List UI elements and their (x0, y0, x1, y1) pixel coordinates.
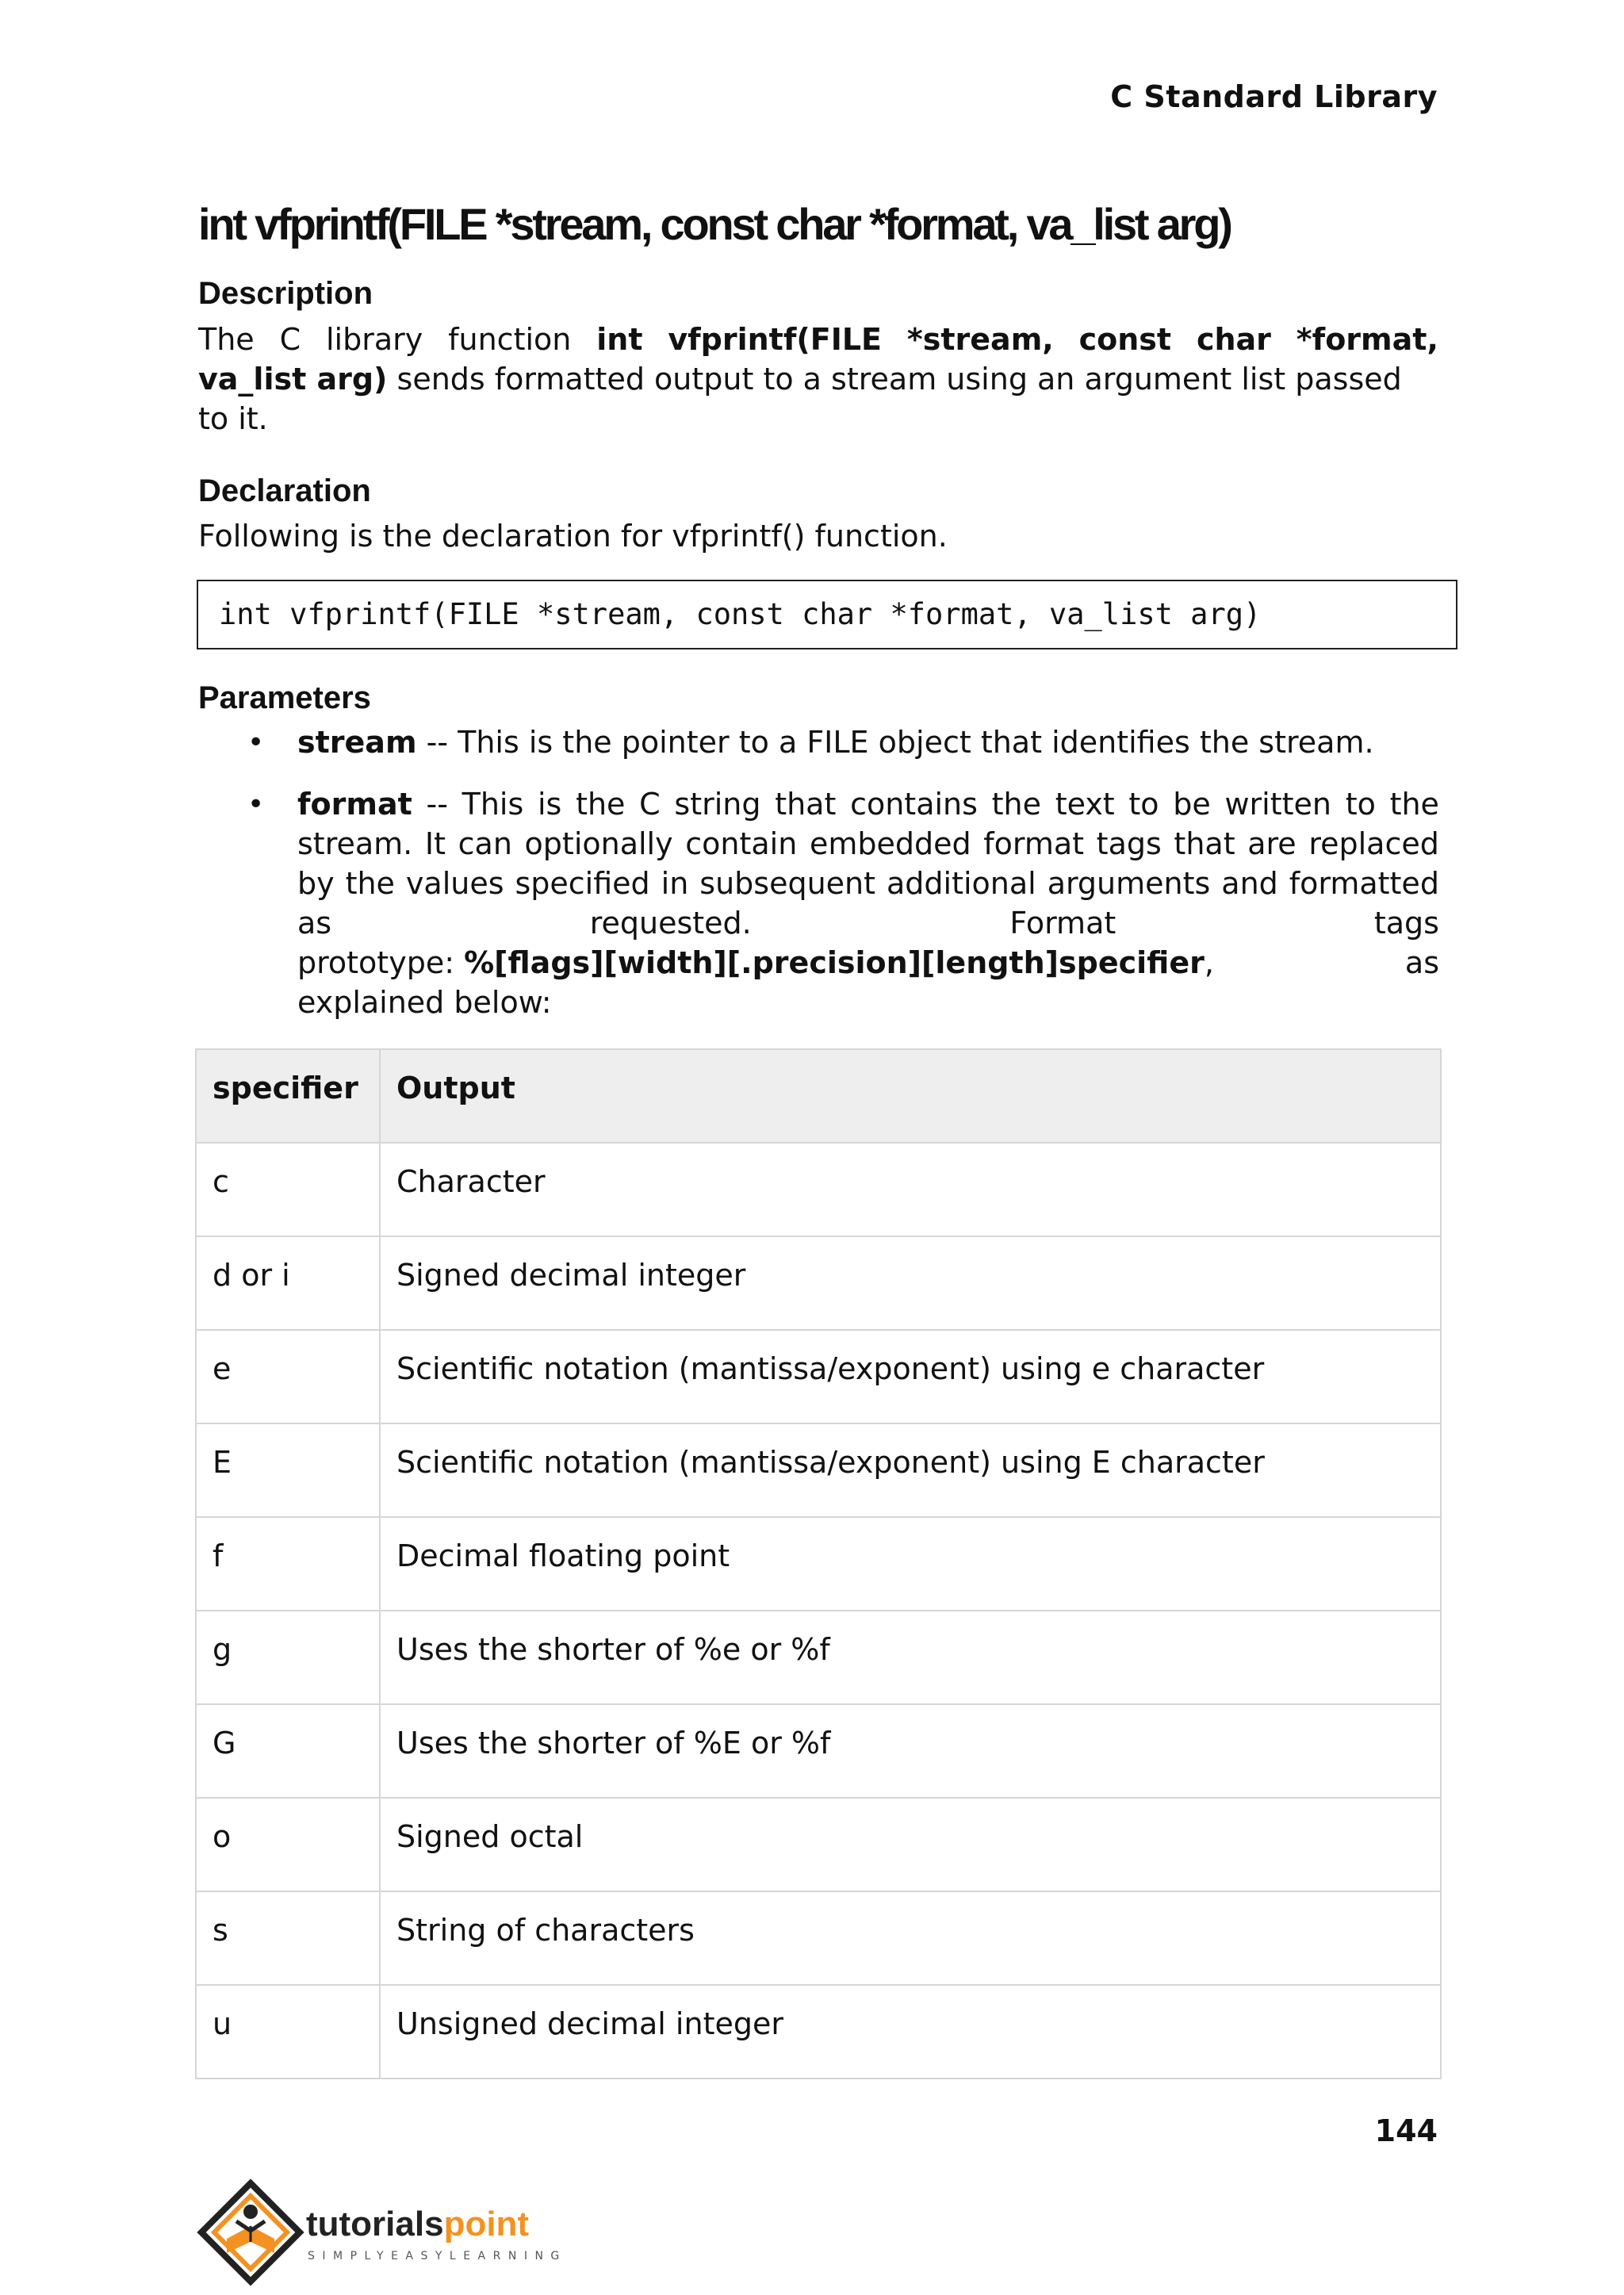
word: specified (515, 866, 650, 901)
page-number: 144 (1374, 2113, 1438, 2148)
output-cell: Uses the shorter of %e or %f (380, 1611, 1441, 1704)
param-format-line-3 (297, 864, 1439, 903)
word: library (325, 322, 423, 357)
word: the (345, 866, 395, 901)
code-snippet: int vfprintf(FILE *stream, const char *format, va_list arg) (219, 597, 1262, 631)
word: int (596, 322, 643, 357)
logo-tagline: SIMPLYEASYLEARNING (308, 2250, 567, 2262)
specifier-cell: e (196, 1330, 380, 1423)
table-header-specifier: specifier (196, 1049, 380, 1143)
param-format-name: format (297, 787, 412, 822)
word: It (424, 826, 446, 861)
word: function (448, 322, 572, 357)
param-format-line-6: explained below: (297, 985, 552, 1020)
prototype-comma: , (1204, 945, 1214, 980)
table-row (196, 1330, 1441, 1423)
tutorialspoint-logo (195, 2177, 576, 2288)
specifier-cell: c (196, 1143, 380, 1236)
description-line-1 (198, 320, 1438, 359)
output-cell: Character (380, 1143, 1441, 1236)
word: text (1055, 787, 1115, 822)
word: are (1247, 826, 1297, 861)
param-format-line-1 (297, 784, 1439, 824)
declaration-heading: Declaration (198, 473, 371, 508)
word: the (1389, 787, 1439, 822)
word: written (1224, 787, 1331, 822)
word: tags (1096, 826, 1162, 861)
code-box (197, 580, 1457, 649)
logo-word-tutorials: tutorials (306, 2205, 444, 2243)
word: the (991, 787, 1041, 822)
word: optionally (524, 826, 673, 861)
specifier-cell: o (196, 1798, 380, 1891)
word: Format (1009, 906, 1116, 941)
word: stream. (297, 826, 413, 861)
svg-text:tutorialspoint (306, 2205, 529, 2243)
output-cell: Signed octal (380, 1798, 1441, 1891)
output-cell: Decimal floating point (380, 1517, 1441, 1611)
table-row (196, 1985, 1441, 2079)
function-title: int vfprintf(FILE *stream, const char *format, va_list arg) (198, 199, 1231, 249)
specifier-cell: s (196, 1891, 380, 1985)
word: as (297, 906, 332, 941)
word: string (674, 787, 761, 822)
specifier-cell: E (196, 1423, 380, 1517)
word: requested. (589, 906, 752, 941)
word: is (538, 787, 562, 822)
table-row (196, 1236, 1441, 1330)
table-row (196, 1891, 1441, 1985)
word: that (1174, 826, 1235, 861)
output-cell: Unsigned decimal integer (380, 1985, 1441, 2079)
specifier-cell: u (196, 1985, 380, 2079)
word: This (462, 787, 524, 822)
table-row (196, 1611, 1441, 1704)
word: char (1196, 322, 1271, 357)
param-format-line-4 (297, 903, 1439, 943)
param-stream (297, 722, 1439, 762)
word: format (983, 826, 1085, 861)
word: vfprintf(FILE (668, 322, 883, 357)
bullet-stream: • (247, 726, 265, 759)
param-stream-desc: -- This is the pointer to a FILE object that identifies the stream. (416, 725, 1374, 760)
parameters-heading: Parameters (198, 680, 371, 715)
word: to (1345, 787, 1376, 822)
description-line-3: to it. (198, 401, 268, 436)
description-paragraph (198, 320, 1438, 439)
output-cell: Scientific notation (mantissa/exponent) using e character (380, 1330, 1441, 1423)
word: The (198, 322, 255, 357)
word: be (1173, 787, 1211, 822)
table-row (196, 1517, 1441, 1611)
word: C (279, 322, 301, 357)
param-format-line-5 (297, 943, 1439, 983)
word: subsequent (699, 866, 876, 901)
word: in (661, 866, 689, 901)
word: that (775, 787, 837, 822)
table-row (196, 1423, 1441, 1517)
table-header-row (196, 1049, 1441, 1143)
specifier-cell: f (196, 1517, 380, 1611)
prototype-as: as (1404, 945, 1439, 980)
word: contains (850, 787, 978, 822)
specifier-cell: G (196, 1704, 380, 1798)
word: -- (426, 787, 448, 822)
tutorialspoint-logo-graphic (195, 2177, 576, 2288)
word: and (1221, 866, 1278, 901)
word: the (576, 787, 626, 822)
param-format (297, 784, 1439, 1022)
word: can (458, 826, 512, 861)
word: *stream, (906, 322, 1054, 357)
logo-word-point: point (443, 2205, 530, 2243)
table-row (196, 1143, 1441, 1236)
word: additional (886, 866, 1036, 901)
word: tags (1373, 906, 1439, 941)
header-title: C Standard Library (1110, 79, 1438, 114)
word: arguments (1047, 866, 1211, 901)
output-cell: Signed decimal integer (380, 1236, 1441, 1330)
specifier-table (195, 1048, 1442, 2079)
param-stream-name: stream (297, 725, 417, 760)
description-heading: Description (198, 276, 373, 311)
bullet-format: • (247, 788, 265, 821)
description-text: sends formatted output to a stream using an argument list passed (387, 362, 1402, 397)
output-cell: Scientific notation (mantissa/exponent) using E character (380, 1423, 1441, 1517)
word: by (297, 866, 335, 901)
word: replaced (1308, 826, 1439, 861)
word: contain (685, 826, 798, 861)
specifier-cell: d or i (196, 1236, 380, 1330)
prototype-spec: %[flags][width][.precision][length]specifier (464, 945, 1205, 980)
specifier-cell: g (196, 1611, 380, 1704)
word: embedded (809, 826, 971, 861)
description-bold-signature: va_list arg) (198, 362, 388, 397)
prototype-label: prototype: (297, 945, 465, 980)
param-format-line-2 (297, 824, 1439, 864)
table-header-output: Output (380, 1049, 1441, 1143)
word: C (639, 787, 661, 822)
word: *format, (1296, 322, 1438, 357)
word: values (405, 866, 504, 901)
output-cell: Uses the shorter of %E or %f (380, 1704, 1441, 1798)
word: formatted (1289, 866, 1439, 901)
word: to (1128, 787, 1159, 822)
declaration-text: Following is the declaration for vfprintf() function. (198, 519, 948, 554)
description-line-2 (198, 359, 1438, 399)
table-row (196, 1798, 1441, 1891)
word: const (1078, 322, 1172, 357)
table-row (196, 1704, 1441, 1798)
output-cell: String of characters (380, 1891, 1441, 1985)
